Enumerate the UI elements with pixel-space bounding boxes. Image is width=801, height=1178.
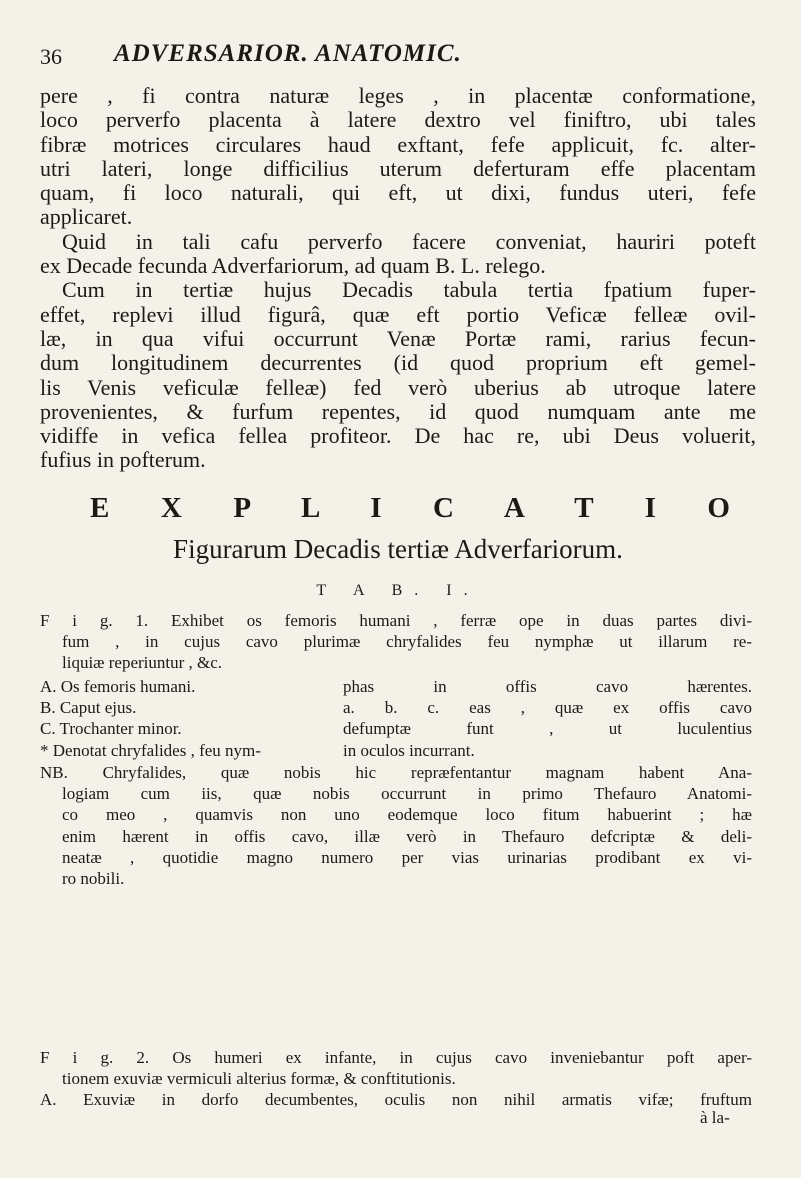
nb-line: ro nobili. — [62, 868, 125, 888]
nb-line: co meo , quamvis non uno eodemque loco fitum habuerint ; hæ — [62, 805, 752, 825]
nb-line: neatæ , quotidie magno numero per vias urinarias prodibant ex vi- — [62, 847, 752, 867]
legend-left-column — [40, 676, 330, 761]
text-line: læ, in qua vifui occurrunt Venæ Portæ rami, rarius fecun- — [40, 326, 756, 351]
legend-right-column — [343, 676, 752, 761]
figures-title: Figurarum Decadis tertiæ Adverfariorum. — [173, 534, 623, 564]
legend-item: B. Caput ejus. — [40, 698, 137, 718]
catchword: à la- — [700, 1108, 730, 1127]
text-line: applicaret. — [40, 205, 133, 230]
text-line: fibræ motrices circulares haud exftant, fefe applicuit, fc. alter- — [40, 132, 756, 157]
legend-item: phas in offis cavo hærentes. — [343, 677, 752, 696]
text-line: lis Venis veficulæ felleæ) fed verò uberius ab utroque latere — [40, 375, 756, 400]
tab-label: T A B. I. — [316, 582, 480, 599]
fig2-description — [40, 1047, 752, 1111]
nb-note — [40, 762, 752, 889]
text-line: pere , fi contra naturæ leges , in placentæ conformatione, — [40, 84, 756, 108]
running-title: ADVERSARIOR. ANATOMIC. — [114, 40, 462, 67]
nb-line: logiam cum iis, quæ nobis occurrunt in primo Thefauro Anatomi- — [62, 784, 752, 804]
text-line: vidiffe in vefica fellea profiteor. De hac re, ubi Deus voluerit, — [40, 424, 756, 449]
text-line: effet, replevi illud figurâ, quæ eft portio Veficæ felleæ ovil- — [40, 302, 756, 327]
fig1-line: F i g. 1. Exhibet os femoris humani , ferræ ope in duas partes divi- — [40, 611, 752, 630]
legend-item: in oculos incurrant. — [343, 740, 475, 760]
fig2-line: F i g. 2. Os humeri ex infante, in cujus cavo inveniebantur poft aper- — [40, 1048, 752, 1067]
main-text — [40, 84, 756, 473]
fig1-line: fum , in cujus cavo plurimæ chryfalides feu nymphæ ut illarum re- — [62, 632, 752, 652]
fig1-legend — [40, 676, 752, 761]
text-line: ex Decade fecunda Adverfariorum, ad quam B. L. relego. — [40, 254, 546, 279]
text-line: dum longitudinem decurrentes (id quod proprium eft gemel- — [40, 351, 756, 376]
fig1-description — [40, 610, 752, 674]
nb-line: NB. Chryfalides, quæ nobis hic repræfentantur magnam habent Ana- — [40, 763, 752, 782]
text-line: provenientes, & furfum repentes, id quod numquam ante me — [40, 399, 756, 424]
page-header — [40, 40, 740, 70]
legend-item: a. b. c. eas , quæ ex offis cavo — [343, 698, 752, 718]
text-line: Quid in tali cafu perverfo facere conveniat, hauriri poteft — [62, 229, 756, 254]
text-line: loco perverfo placenta à latere dextro vel finiftro, ubi tales — [40, 108, 756, 133]
legend-item: defumptæ funt , ut luculentius — [343, 719, 752, 739]
explicatio-heading: E X P L I C A T I O — [90, 492, 730, 524]
fig2-line: tionem exuviæ vermiculi alterius formæ, & conftitutionis. — [62, 1069, 456, 1089]
nb-line: enim hærent in offis cavo, illæ verò in Thefauro defcriptæ & deli- — [62, 826, 752, 846]
text-line: quam, fi loco naturali, qui eft, ut dixi, fundus uteri, fefe — [40, 181, 756, 206]
text-line: fufius in pofterum. — [40, 448, 206, 473]
fig2-line: A. Exuviæ in dorfo decumbentes, oculis non nihil armatis vifæ; fruftum — [40, 1090, 752, 1110]
fig1-line: liquiæ reperiuntur , &c. — [62, 653, 223, 673]
legend-item: * Denotat chryfalides , feu nym- — [40, 740, 261, 760]
text-line: Cum in tertiæ hujus Decadis tabula tertia fpatium fuper- — [62, 278, 756, 303]
legend-item: C. Trochanter minor. — [40, 719, 182, 739]
page-number: 36 — [40, 44, 62, 69]
legend-item: A. Os femoris humani. — [40, 677, 196, 696]
text-line: utri lateri, longe difficilius uterum deferturam effe placentam — [40, 156, 756, 181]
